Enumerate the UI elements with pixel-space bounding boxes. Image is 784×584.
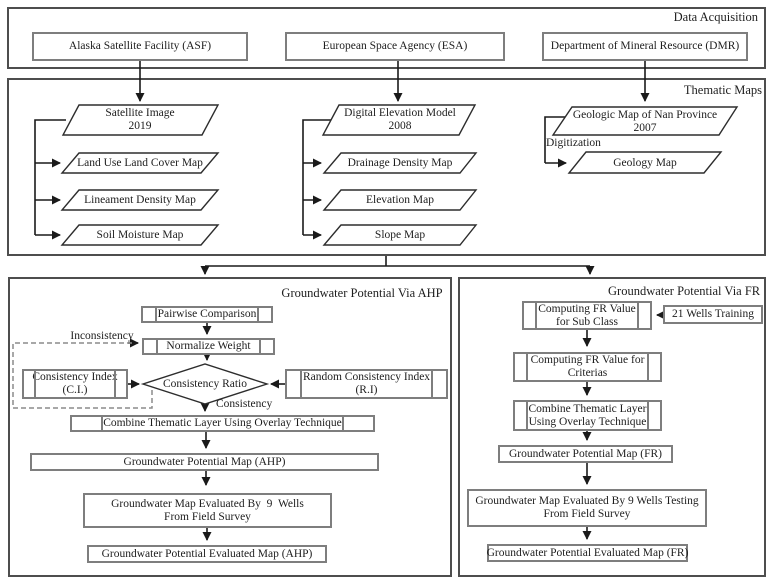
box-evaluated-wells-fr: Groundwater Map Evaluated By 9 Wells Testing From Field Survey (467, 489, 707, 527)
section-title-fr: Groundwater Potential Via FR (608, 284, 761, 298)
box-combine-thematic-fr: Combine Thematic Layer Using Overlay Technique (513, 400, 662, 431)
section-title-thematic-maps: Thematic Maps (683, 83, 762, 97)
label-drainage: Drainage Density Map (347, 156, 453, 169)
box-pairwise-comparison: Pairwise Comparison (141, 306, 273, 323)
box-esa: European Space Agency (ESA) (285, 32, 505, 61)
section-title-data-acquisition: Data Acquisition (673, 10, 758, 24)
box-final-evaluated-map-ahp: Groundwater Potential Evaluated Map (AHP) (87, 545, 327, 563)
label-dem: Digital Elevation Model 2008 (344, 107, 456, 132)
box-asf: Alaska Satellite Facility (ASF) (32, 32, 248, 61)
box-random-consistency-index: Random Consistency Index (R.I) (285, 369, 448, 399)
label-geologic-map: Geologic Map of Nan Province 2007 (572, 108, 718, 134)
label-lineament: Lineament Density Map (84, 193, 196, 206)
box-groundwater-potential-map-fr: Groundwater Potential Map (FR) (498, 445, 673, 463)
label-inconsistency: Inconsistency (70, 329, 134, 342)
label-soil-moisture: Soil Moisture Map (96, 228, 184, 241)
label-consistency: Consistency (216, 397, 273, 410)
box-final-evaluated-map-fr: Groundwater Potential Evaluated Map (FR) (487, 544, 688, 562)
label-land-use: Land Use Land Cover Map (77, 156, 203, 169)
label-elevation: Elevation Map (365, 193, 435, 206)
box-fr-subclass: Computing FR Value for Sub Class (522, 301, 652, 330)
label-consistency-ratio: Consistency Ratio (162, 377, 247, 390)
label-geology-map: Geology Map (613, 156, 677, 169)
box-fr-criterias: Computing FR Value for Criterias (513, 352, 662, 382)
box-consistency-index: Consistency Index (C.I.) (22, 369, 128, 399)
label-slope: Slope Map (374, 228, 426, 241)
box-wells-training: 21 Wells Training (663, 305, 763, 324)
box-groundwater-potential-map-ahp: Groundwater Potential Map (AHP) (30, 453, 379, 471)
label-digitization: Digitization (546, 136, 601, 149)
box-normalize-weight: Normalize Weight (142, 338, 275, 355)
box-dmr: Department of Mineral Resource (DMR) (542, 32, 748, 61)
section-title-ahp: Groundwater Potential Via AHP (281, 286, 443, 300)
label-satellite-image: Satellite Image 2019 (105, 107, 175, 132)
box-combine-thematic-ahp: Combine Thematic Layer Using Overlay Technique (70, 415, 375, 432)
box-evaluated-wells-ahp: Groundwater Map Evaluated By 9 Wells From Field Survey (83, 493, 332, 528)
